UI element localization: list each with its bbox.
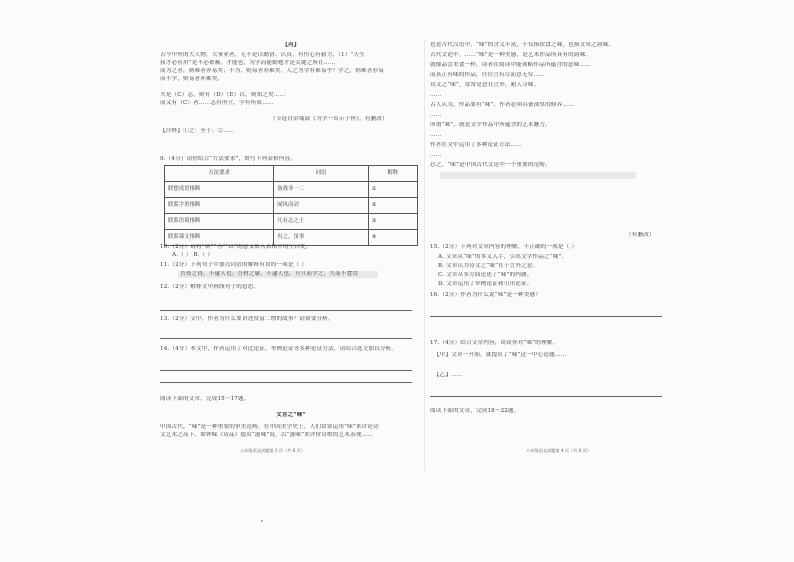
essay-line: 中国古代，“味”是一种重要的审美范畴，在中国美学史上，人们常常运用“味”来评论诗 — [160, 424, 379, 430]
page-footer: 八年级语文试题第 4 页（共 6 页） — [526, 448, 592, 453]
question-16: 16.（2分）作者为什么说“味”是一种美感？ — [430, 292, 541, 298]
q17-text: 【乙】…… — [434, 372, 463, 378]
question-11: 11.（2分）下列句子中加点词语的解释有误的一项是（ ） — [160, 262, 308, 268]
essay-line: 文艺术之高下，如钟嵘《诗品》提出“滋味”说，以“滋味”来评价诗歌的艺术表现…… — [160, 432, 374, 438]
passage-line: 古今中外的大人物，大事业者，无不是以勤奋、认真，有恒心有毅力，（1）“天生 — [160, 52, 365, 58]
question-12: 12.（2分）解释文中画线句子的意思。 — [160, 284, 260, 290]
table-row — [165, 182, 418, 198]
essay-line: …… — [430, 152, 442, 158]
table-cell: 联系语境推断 — [165, 214, 274, 230]
essay-line: 也是古代汉语中，“味”的含义丰富，不仅指饮食之味，也指文章之韵味。 — [430, 42, 615, 48]
answer-line[interactable] — [160, 382, 412, 383]
question-17: 17.（4分）结合文章内容，谈谈你对“味”的理解。 — [430, 340, 559, 346]
passage-line: 夫是（C）志，则有（D）（E）以，则知之矣…… — [160, 92, 286, 98]
essay-line: 作者在文中运用了多种论证方法…… — [430, 142, 522, 148]
essay-line: 古人认为，作品要有“味”，作者必须具备深厚的修养…… — [430, 102, 574, 108]
table-cell: 闻风而动 — [274, 198, 368, 214]
answer-line[interactable] — [160, 370, 412, 371]
answer-line[interactable] — [160, 310, 412, 311]
option-c[interactable]: C. 文章从多方面论述了“味”的内涵。 — [438, 272, 533, 278]
essay-title: 文言之“味” — [276, 412, 306, 418]
essay-line: …… — [430, 92, 442, 98]
essay-line: 总之，“味”是中国古代文论中一个重要的范畴。 — [430, 162, 551, 168]
passage-line: 而不学，则易者亦难矣。 — [160, 76, 224, 82]
question-13: 13.（2分）文中，作者为什么要讲述贫富二僧的故事？请简要分析。 — [160, 316, 334, 322]
table-row — [165, 198, 418, 214]
quoted-sentence: 吾资之昏，不逮人也；吾材之庸，不逮人也。旦旦而学之，久而不怠焉 — [180, 271, 359, 277]
section-label: 【丙】 — [282, 42, 300, 48]
q17-text: 【甲】文章一开始，就提出了“味”这一中心论题…… — [434, 352, 567, 358]
table-cell: 联系课文推断 — [165, 230, 274, 246]
table-header: 解释 — [368, 166, 417, 182]
table-cell: 凡有志之士 — [274, 214, 368, 230]
essay-line: 诗文之“味”，常常是意在言外，耐人寻味。 — [430, 82, 540, 88]
question-9: 9.（4分）请你结合“方法要求”，填写下列表格内容。 — [160, 156, 296, 162]
table-cell: 备战非一二 — [274, 182, 368, 198]
answer-line[interactable] — [430, 396, 662, 397]
question-10: 10.（2分）请将“则”“为”“以”的意义填入表格中的空白处。 — [160, 244, 312, 250]
option-d[interactable]: D. 文章运用了举例论证和引用论证。 — [438, 281, 533, 287]
table-row — [165, 214, 418, 230]
reading-prompt: 阅读下面的文章，完成18～22题。 — [430, 408, 520, 414]
source-note: （有删改） — [626, 232, 655, 238]
page-footer: 八年级语文试题第 3 页（共 6 页） — [240, 448, 306, 453]
answer-blank[interactable]: ② — [368, 198, 417, 214]
essay-line: 就像品尝美食一样，读者在阅读中能领略作品所蕴含的意味…… — [430, 62, 591, 68]
answer-line[interactable] — [430, 316, 662, 317]
passage-line: 我才必有用”是不必依赖，才能也，为学而能勤勉才是关键之所在…… — [160, 60, 336, 66]
table-cell: 有之，虽事 — [274, 230, 368, 246]
reading-prompt: 阅读下面的文章，完成15～17题。 — [160, 396, 250, 402]
left-page — [160, 40, 422, 476]
essay-line: …… — [430, 112, 442, 118]
answer-blank[interactable]: ④ — [368, 230, 417, 246]
vocab-method-table — [164, 165, 418, 246]
essay-line: 古代文论中，……“味”是一种美感，是艺术作品所具有的韵味。 — [430, 52, 592, 58]
page-fold-divider — [424, 40, 425, 470]
passage-line: 而又有（C）者……志有所立，学有所成…… — [160, 100, 274, 106]
answer-blank[interactable]: ③ — [368, 214, 417, 230]
option-a[interactable]: A. 文章从“味”的本义入手，引出文学作品之“味”。 — [438, 254, 568, 260]
scan-speck — [261, 520, 263, 522]
table-header: 方法要求 — [165, 166, 274, 182]
essay-line: 而真正有味的作品，往往言有尽而意无穷…… — [430, 72, 545, 78]
table-cell: 联想成语推断 — [165, 182, 274, 198]
table-cell: 联系字形推断 — [165, 198, 274, 214]
passage-line: 而为之者，则难者亦易矣；不为，则易者亦难矣。人之为学有难易乎？学之，则难者亦易 — [160, 68, 385, 74]
essay-line: …… — [430, 132, 442, 138]
answer-blank[interactable]: ① — [368, 182, 417, 198]
essay-line: 所谓“味”，就是文学作品中所蕴含的艺术魅力。 — [430, 122, 551, 128]
highlight-band — [440, 172, 636, 179]
option-b[interactable]: B. 文章认为诗文之“味”在于言外之意。 — [438, 263, 539, 269]
table-header: 词语 — [274, 166, 368, 182]
question-15: 15.（2分）下列对文章内容的理解，不正确的一项是（ ） — [430, 244, 578, 250]
passage-notes: 【注释】①之：至于。②…… — [160, 128, 235, 134]
right-page — [430, 40, 666, 476]
question-14: 14.（4分）本文中，作者运用了对比论证，举例论证等多种论证方法，请结合选文加以分析。 — [160, 346, 398, 352]
answer-line[interactable] — [160, 338, 412, 339]
passage-source: （节选自彭端淑《为学一首示子侄》，有删改） — [270, 116, 388, 122]
question-10-options: A.（ ） B.（ ） — [172, 252, 214, 258]
